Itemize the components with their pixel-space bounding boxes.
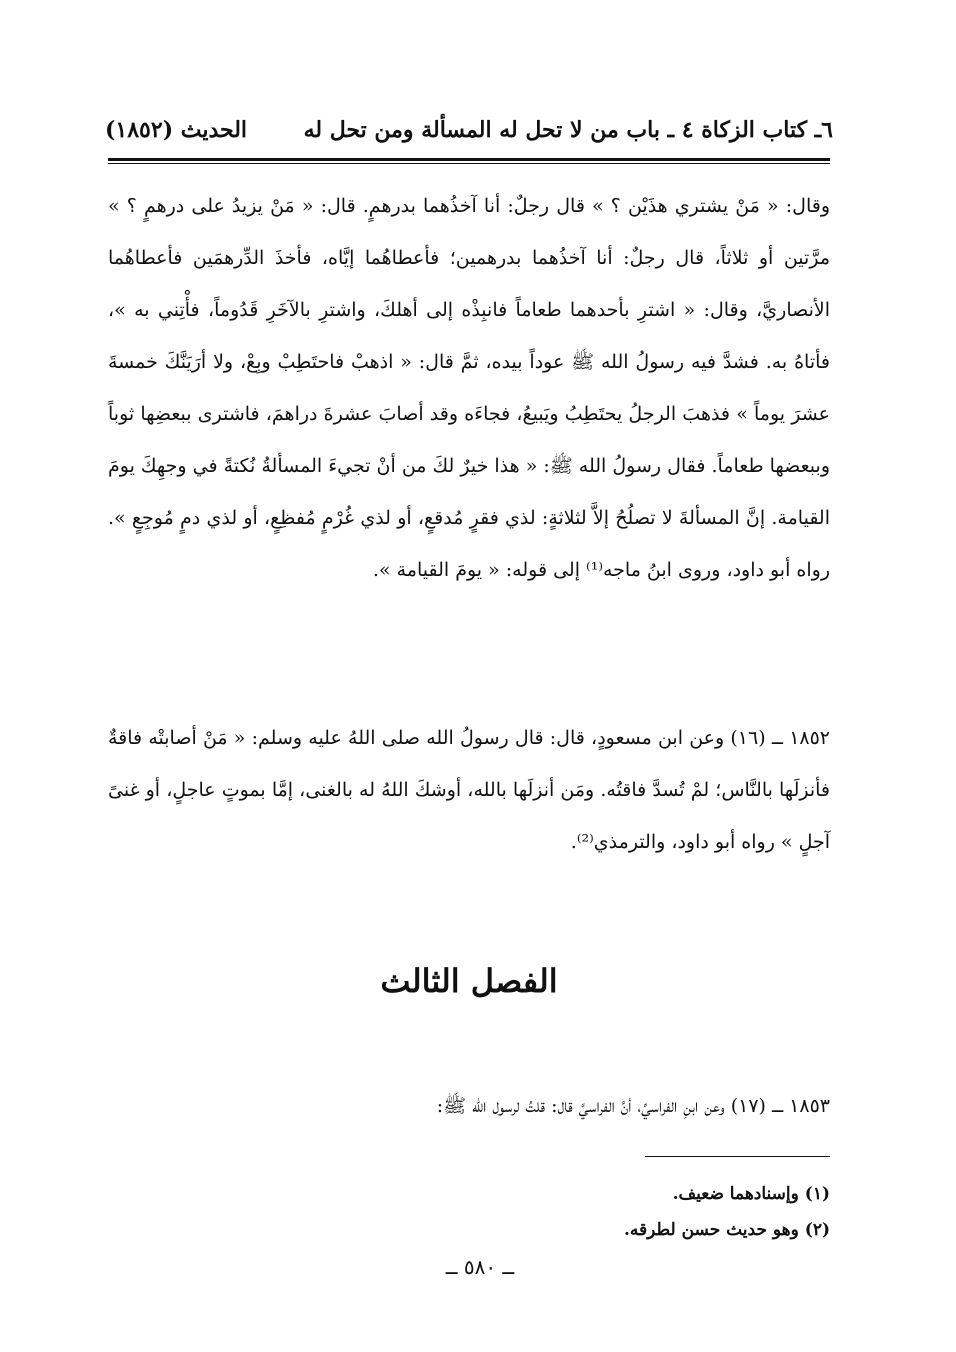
footnote-2: (٢) وهو حديث حسن لطرقه. <box>624 1220 830 1240</box>
section-title: الفصل الثالث <box>380 962 558 1000</box>
running-header <box>105 102 833 158</box>
hadith-text-continued: وقال: « مَنْ يشتري هذَيْن ؟ » قال رجلٌ: أنا آخذُهما بدرهمٍ. قال: « مَنْ يزيدُ على درهمٍ ؟ » مرَّتين أو ثلاثاً، قال رجلٌ: أنا آخذُهما بدرهمين؛ فأعطاهُما إيَّاه، فأخذَ الدِّرهمَين فأعطاهُما الأنصاريَّ، وقال: « اشترِ بأحدهما طعاماً فانبِذْه إلى أهلكَ، واشترِ بالآخَرِ قَدُوماً، فأْتِني به »، فأتاهُ به. فشدَّ فيه رسولُ الله ﷺ عوداً بيده، ثمَّ قال: « اذهبْ فاحتَطِبْ وبِعْ، ولا أرَيَنَّكَ خمسةَ عشرَ يوماً » فذهبَ الرجلُ يحتَطِبُ ويَبيعُ، فجاءَه وقد أصابَ عشرةَ دراهمَ، فاشترى ببعضِها ثوباً وببعضها طعاماً. فقال رسولُ الله ﷺ: « هذا خيرٌ لكَ من أنْ تجيءَ المسألةُ نُكتةً في وجهِكَ يومَ القيامة. إنَّ المسألةَ لا تصلُحُ إلاَّ لثلاثةٍ: لذي فقرٍ مُدقعٍ، أو لذي غُرْمٍ مُفظِعٍ، أو لذي دمٍ مُوجِعٍ ». رواه أبو داود، وروى ابنُ ماجه⁽¹⁾ إلى قوله: « يومَ القيامة ». <box>108 195 830 581</box>
page-number: ــ ٥٨٠ ــ <box>445 1255 515 1279</box>
footnote-separator <box>645 1156 830 1157</box>
header-rule-thick <box>108 158 830 161</box>
footnote-1: (١) وإسنادهما ضعيف. <box>672 1184 830 1204</box>
header-hadith-number: الحديث (١٨٥٢) <box>105 117 248 143</box>
header-chapter-title: ٦ـ كتاب الزكاة ٤ ـ باب من لا تحل له المسألة ومن تحل له <box>303 117 833 143</box>
hadith-1853: ١٨٥٣ ــ (١٧) وعن ابنِ الفراسيِّ، أنَّ الفراسيَّ قال: قلتُ لرسول الله ﷺ: <box>436 1095 830 1117</box>
footnotes <box>430 1176 830 1248</box>
header-rule-thin <box>108 163 830 164</box>
hadith-1852: ١٨٥٢ ــ (١٦) وعن ابن مسعودٍ، قال: قال رسولُ الله صلى اللهُ عليه وسلم: « مَنْ أصابتْه فاقةٌ فأنزلَها بالنَّاس؛ لمْ تُسدَّ فاقتُه. ومَن أنزلَها بالله، أوشكَ اللهُ له بالغنى، إمَّا بموتٍ عاجلٍ، أو غنىً آجلٍ » رواه أبو داود، والترمذي⁽²⁾. <box>108 727 831 853</box>
